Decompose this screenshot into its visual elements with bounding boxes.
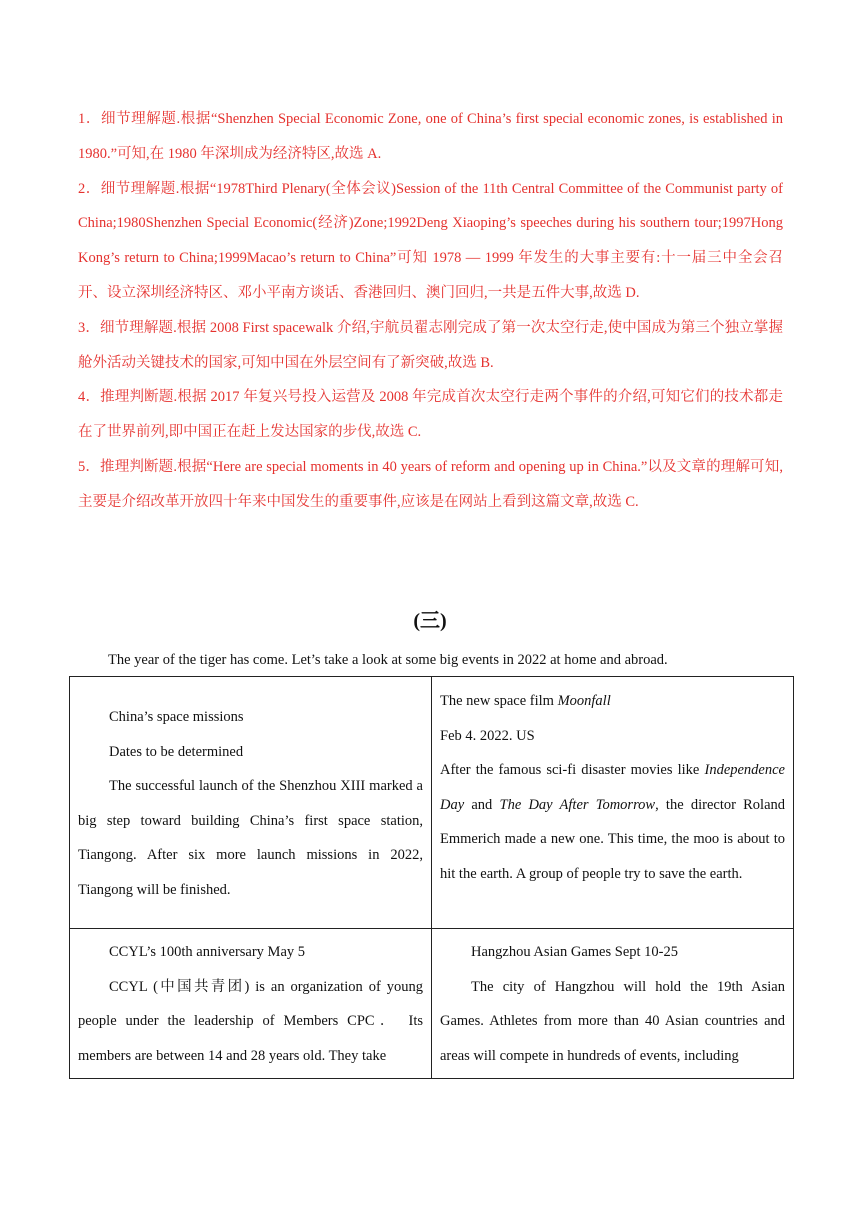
answer-explanations xyxy=(78,102,783,520)
answer-1: 1．细节理解题.根据“Shenzhen Special Economic Zone, one of China’s first special economic zones, is established in 1980.”可知,在 1980 年深圳成为经济特区,故选 A. xyxy=(78,111,783,162)
answer-2: 2．细节理解题.根据“1978Third Plenary(全体会议)Session of the 11th Central Committee of the Communist party of China;1980Shenzhen Special Economic(经济)Zone;1992Deng Xiaoping’s speeches during his southern tour;1997Hong Kong’s return to China;1999Macao’s return to China”可知 1978 — 1999 年发生的大事主要有:十一届三中全会召开、设立深圳经济特区、邓小平南方谈话、香港回归、澳门回归,一共是五件大事,故选 D. xyxy=(78,180,783,301)
film-reference: Independence Day xyxy=(440,762,785,813)
moonfall-cell xyxy=(432,677,794,929)
table-row xyxy=(70,677,794,929)
film-body-text: After the famous sci-fi disaster movies like xyxy=(440,762,705,779)
events-table xyxy=(69,676,794,1079)
cell-body: CCYL (中国共青团) is an organization of young people under the leadership of Members CPC． Its members are between 14 and 28 years old. They take xyxy=(78,978,423,1064)
answer-4: 4．推理判断题.根据 2017 年复兴号投入运营及 2008 年完成首次太空行走两个事件的介绍,可知它们的技术都走在了世界前列,即中国正在赶上发达国家的步伐,故选 C. xyxy=(78,389,783,441)
section-title: (三) xyxy=(413,610,447,632)
cell-date: Dates to be determined xyxy=(109,743,244,760)
cell-body xyxy=(440,753,785,891)
asian-games-cell xyxy=(432,929,794,1079)
space-missions-cell xyxy=(70,677,432,929)
film-body-text: and xyxy=(464,796,500,813)
cell-date: Feb 4. 2022. US xyxy=(440,727,535,744)
answer-3: 3．细节理解题.根据 2008 First spacewalk 介绍,宇航员翟志刚完成了第一次太空行走,使中国成为第三个独立掌握舱外活动关键技术的国家,可知中国在外层空间有了新突破,故选 B. xyxy=(78,319,783,371)
cell-body: The successful launch of the Shenzhou XIII marked a big step toward building China’s first space station, Tiangong. After six more launch missions in 2022, Tiangong will be finished. xyxy=(78,778,423,898)
cell-title: China’s space missions xyxy=(109,709,244,725)
film-reference: The Day After Tomorrow xyxy=(499,796,656,813)
ccyl-cell xyxy=(70,929,432,1079)
cell-body: The city of Hangzhou will hold the 19th Asian Games. Athletes from more than 40 Asian countries and areas will compete in hundreds of events, including xyxy=(440,978,785,1064)
section-intro: The year of the tiger has come. Let’s take a look at some big events in 2022 at home and abroad. xyxy=(108,652,668,668)
cell-title xyxy=(440,684,785,719)
film-title-prefix: The new space film xyxy=(440,693,558,709)
table-row xyxy=(70,929,794,1079)
answer-5: 5．推理判断题.根据“Here are special moments in 40 years of reform and opening up in China.”以及文章的理解可知,主要是介绍改革开放四十年来中国发生的重要事件,应该是在网站上看到这篇文章,故选 C. xyxy=(78,458,783,510)
film-body-text: , the director Roland Emmerich made a new one. This time, the moo is about to hit the earth. A group of people try to save the earth. xyxy=(440,796,786,882)
cell-title: CCYL’s 100th anniversary May 5 xyxy=(109,944,306,960)
cell-title: Hangzhou Asian Games Sept 10-25 xyxy=(471,944,678,960)
film-title: Moonfall xyxy=(557,693,611,709)
